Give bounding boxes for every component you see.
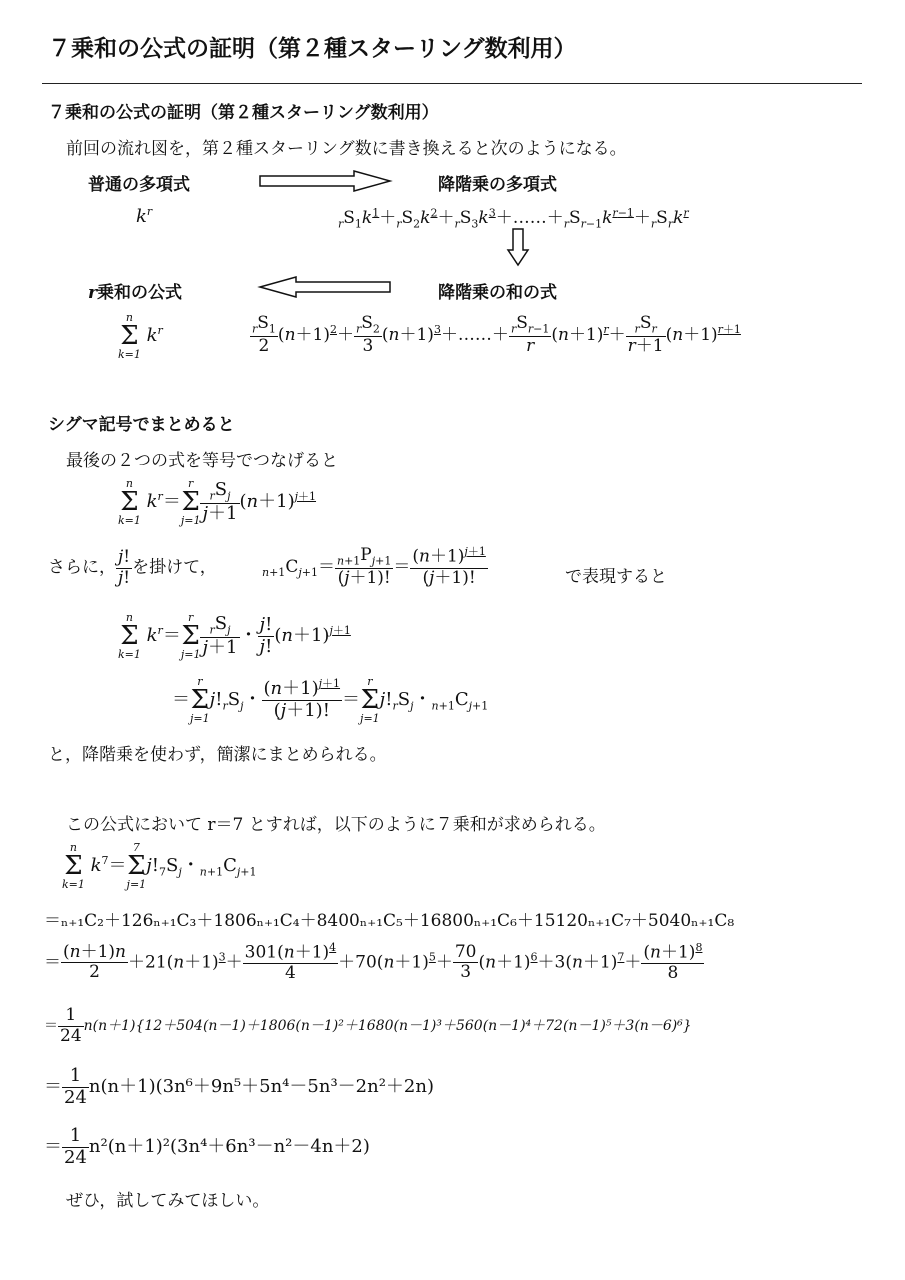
equation-sigma-1: n Σ k=1 $k^r=$ r Σ j=1 $\frac{_rS_j}{j+1}$ $(n+1)^{j+1}$ <box>118 477 317 527</box>
line-poly-2: ＝ $\frac{1}{24}$ n²(n＋1)²(3n⁴＋6n³－n²－4n＋2) <box>44 1125 370 1168</box>
multiply-text: さらに， $\frac{j!}{j!}$ を掛けて， <box>48 547 217 588</box>
line-poly-1: ＝ $\frac{1}{24}$ n(n＋1)(3n⁶＋9n⁵＋5n⁴－5n³－2n²＋2n) <box>44 1065 434 1108</box>
expr-k-power-r: $k^r$ <box>136 205 153 227</box>
line-brace-form: ＝ $\frac{1}{24}$ n(n＋1){12＋504(n－1)＋1806(n－1)²＋1680(n－1)³＋560(n－1)⁴＋72(n－1)⁵＋3(n－6)⁶} <box>44 1005 692 1046</box>
right-arrow-icon <box>258 170 393 192</box>
line-falling-expansion: ＝ $\frac{(n+1)n}{2}$ $+21(n+1)^3+$ $\frac{301(n+1)^4}{4}$ $+70(n+1)^5+$ $\frac{70}{3}$ $(n+1)^6+3(n+1)^7+$ $\frac{(n+1)^8}{8}$ <box>44 941 703 984</box>
label-falling-sum: 降階乗の和の式 <box>438 283 557 303</box>
title-divider <box>42 83 862 84</box>
expr-sigma-k-r: n Σ k=1 $k^r$ <box>118 311 163 361</box>
section-heading-proof: ７乗和の公式の証明（第２種スターリング数利用） <box>48 103 439 123</box>
intro-text: 前回の流れ図を，第２種スターリング数に書き換えると次のようになる。 <box>66 139 627 159</box>
equation-binomial: $_{n+1}C_{j+1}=$ $\frac{_{n+1}P_{j+1}}{(j+1)!}$ ＝ $\frac{(n+1)^{j+1}}{(j+1)!}$ <box>262 545 486 589</box>
down-arrow-icon <box>507 228 529 266</box>
multiply-text-end: で表現すると <box>565 567 667 587</box>
closing-text: ぜひ，試してみてほしい。 <box>66 1191 270 1211</box>
expr-falling-poly: $_rS_1k^1+_rS_2k^2+_rS_3k^3+\dots\dots+_rS_{r-1}k^{r-1}+_rS_rk^r$ <box>338 206 689 231</box>
label-falling-poly: 降階乗の多項式 <box>438 175 557 195</box>
label-r-power-sum: r乗和の公式 <box>88 283 182 303</box>
line-binomial-expansion: ＝ₙ₊₁C₂＋126ₙ₊₁C₃＋1806ₙ₊₁C₄＋8400ₙ₊₁C₅＋16800ₙ₊₁C₆＋15120ₙ₊₁C₇＋5040ₙ₊₁C₈ <box>44 911 735 931</box>
connect-text: 最後の２つの式を等号でつなげると <box>66 451 338 471</box>
equation-seven-sum: n Σ k=1 $k^7=$ 7 Σ j=1 $j!_7S_j$・$_{n+1}C_{j+1}$ <box>62 841 257 891</box>
r7-text: この公式において r＝7 とすれば，以下のように７乗和が求められる。 <box>66 815 606 835</box>
conclusion-text: と，降階乗を使わず，簡潔にまとめられる。 <box>48 745 387 765</box>
expr-falling-sum: $\frac{_rS_1}{2}$ $(n+1)^2+$ $\frac{_rS_2}{3}$ $(n+1)^3+\dots\dots+$ $\frac{_rS_{r-1}}{r}$ $(n+1)^r+$ $\frac{_rS_r}{r+1}$ $(n+1)^{r+1}$ <box>252 313 741 357</box>
equation-sigma-3: ＝ r Σ j=1 $j!_rS_j$・ $\frac{(n+1)^{j+1}}{(j+1)!}$ ＝ r Σ j=1 $j!_rS_j$・$_{n+1}C_{j+1}$ <box>172 675 489 725</box>
left-arrow-icon <box>258 276 393 298</box>
equation-sigma-2: n Σ k=1 $k^r=$ r Σ j=1 $\frac{_rS_j}{j+1}$ ・ $\frac{j!}{j!}$ $(n+1)^{j+1}$ <box>118 611 351 661</box>
page-title: ７乗和の公式の証明（第２種スターリング数利用） <box>48 36 577 62</box>
label-ordinary-poly: 普通の多項式 <box>88 175 190 195</box>
section-heading-sigma: シグマ記号でまとめると <box>48 415 235 435</box>
